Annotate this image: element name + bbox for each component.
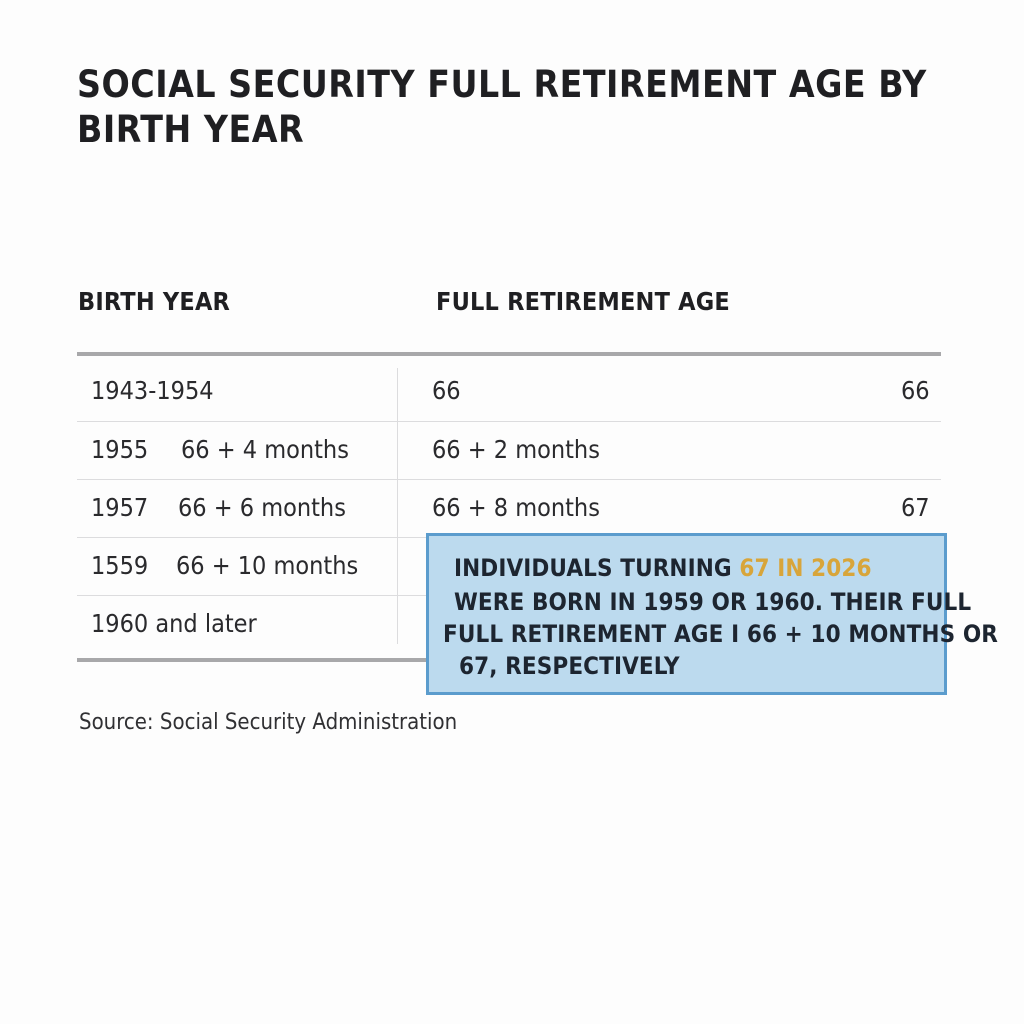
table-cell-inline-age: 66 + 6 months [178, 493, 346, 522]
table-cell-extra-value: 67 [901, 493, 930, 522]
column-header-birth-year: BIRTH YEAR [78, 287, 231, 316]
table-top-rule [77, 352, 941, 356]
callout-box [426, 533, 999, 695]
table-cell-inline-age: 66 + 4 months [181, 435, 349, 464]
column-header-full-retirement-age: FULL RETIREMENT AGE [436, 287, 730, 316]
table-cell-birth-year: 1955 [91, 435, 149, 464]
table-cell-birth-year: 1960 and later [91, 609, 257, 638]
callout-line-2: WERE BORN IN 1959 OR 1960. THEIR FULL [454, 588, 972, 616]
table-cell-retirement-age: 66 + 8 months [432, 493, 600, 522]
column-divider [397, 368, 398, 644]
row-divider [77, 421, 941, 422]
page-title: SOCIAL SECURITY FULL RETIREMENT AGE BY BIRTH YEAR [77, 63, 927, 151]
table-cell-inline-age: 66 + 10 months [176, 551, 359, 580]
table-cell-retirement-age: 66 [432, 376, 461, 405]
callout-line-4: 67, RESPECTIVELY [459, 652, 680, 680]
callout-line-1 [454, 552, 872, 584]
table-cell-birth-year: 1957 [91, 493, 149, 522]
table-cell-extra-value: 66 [901, 376, 930, 405]
callout-text: INDIVIDUALS TURNING [454, 554, 740, 582]
callout-line-3: FULL RETIREMENT AGE I 66 + 10 MONTHS OR [443, 620, 999, 648]
table-cell-birth-year: 1943-1954 [91, 376, 214, 405]
row-divider [77, 479, 941, 480]
callout-highlight: 67 IN 2026 [739, 554, 872, 582]
source-note: Source: Social Security Administration [79, 710, 458, 735]
table-cell-birth-year: 1559 [91, 551, 149, 580]
table-cell-retirement-age: 66 + 2 months [432, 435, 600, 464]
